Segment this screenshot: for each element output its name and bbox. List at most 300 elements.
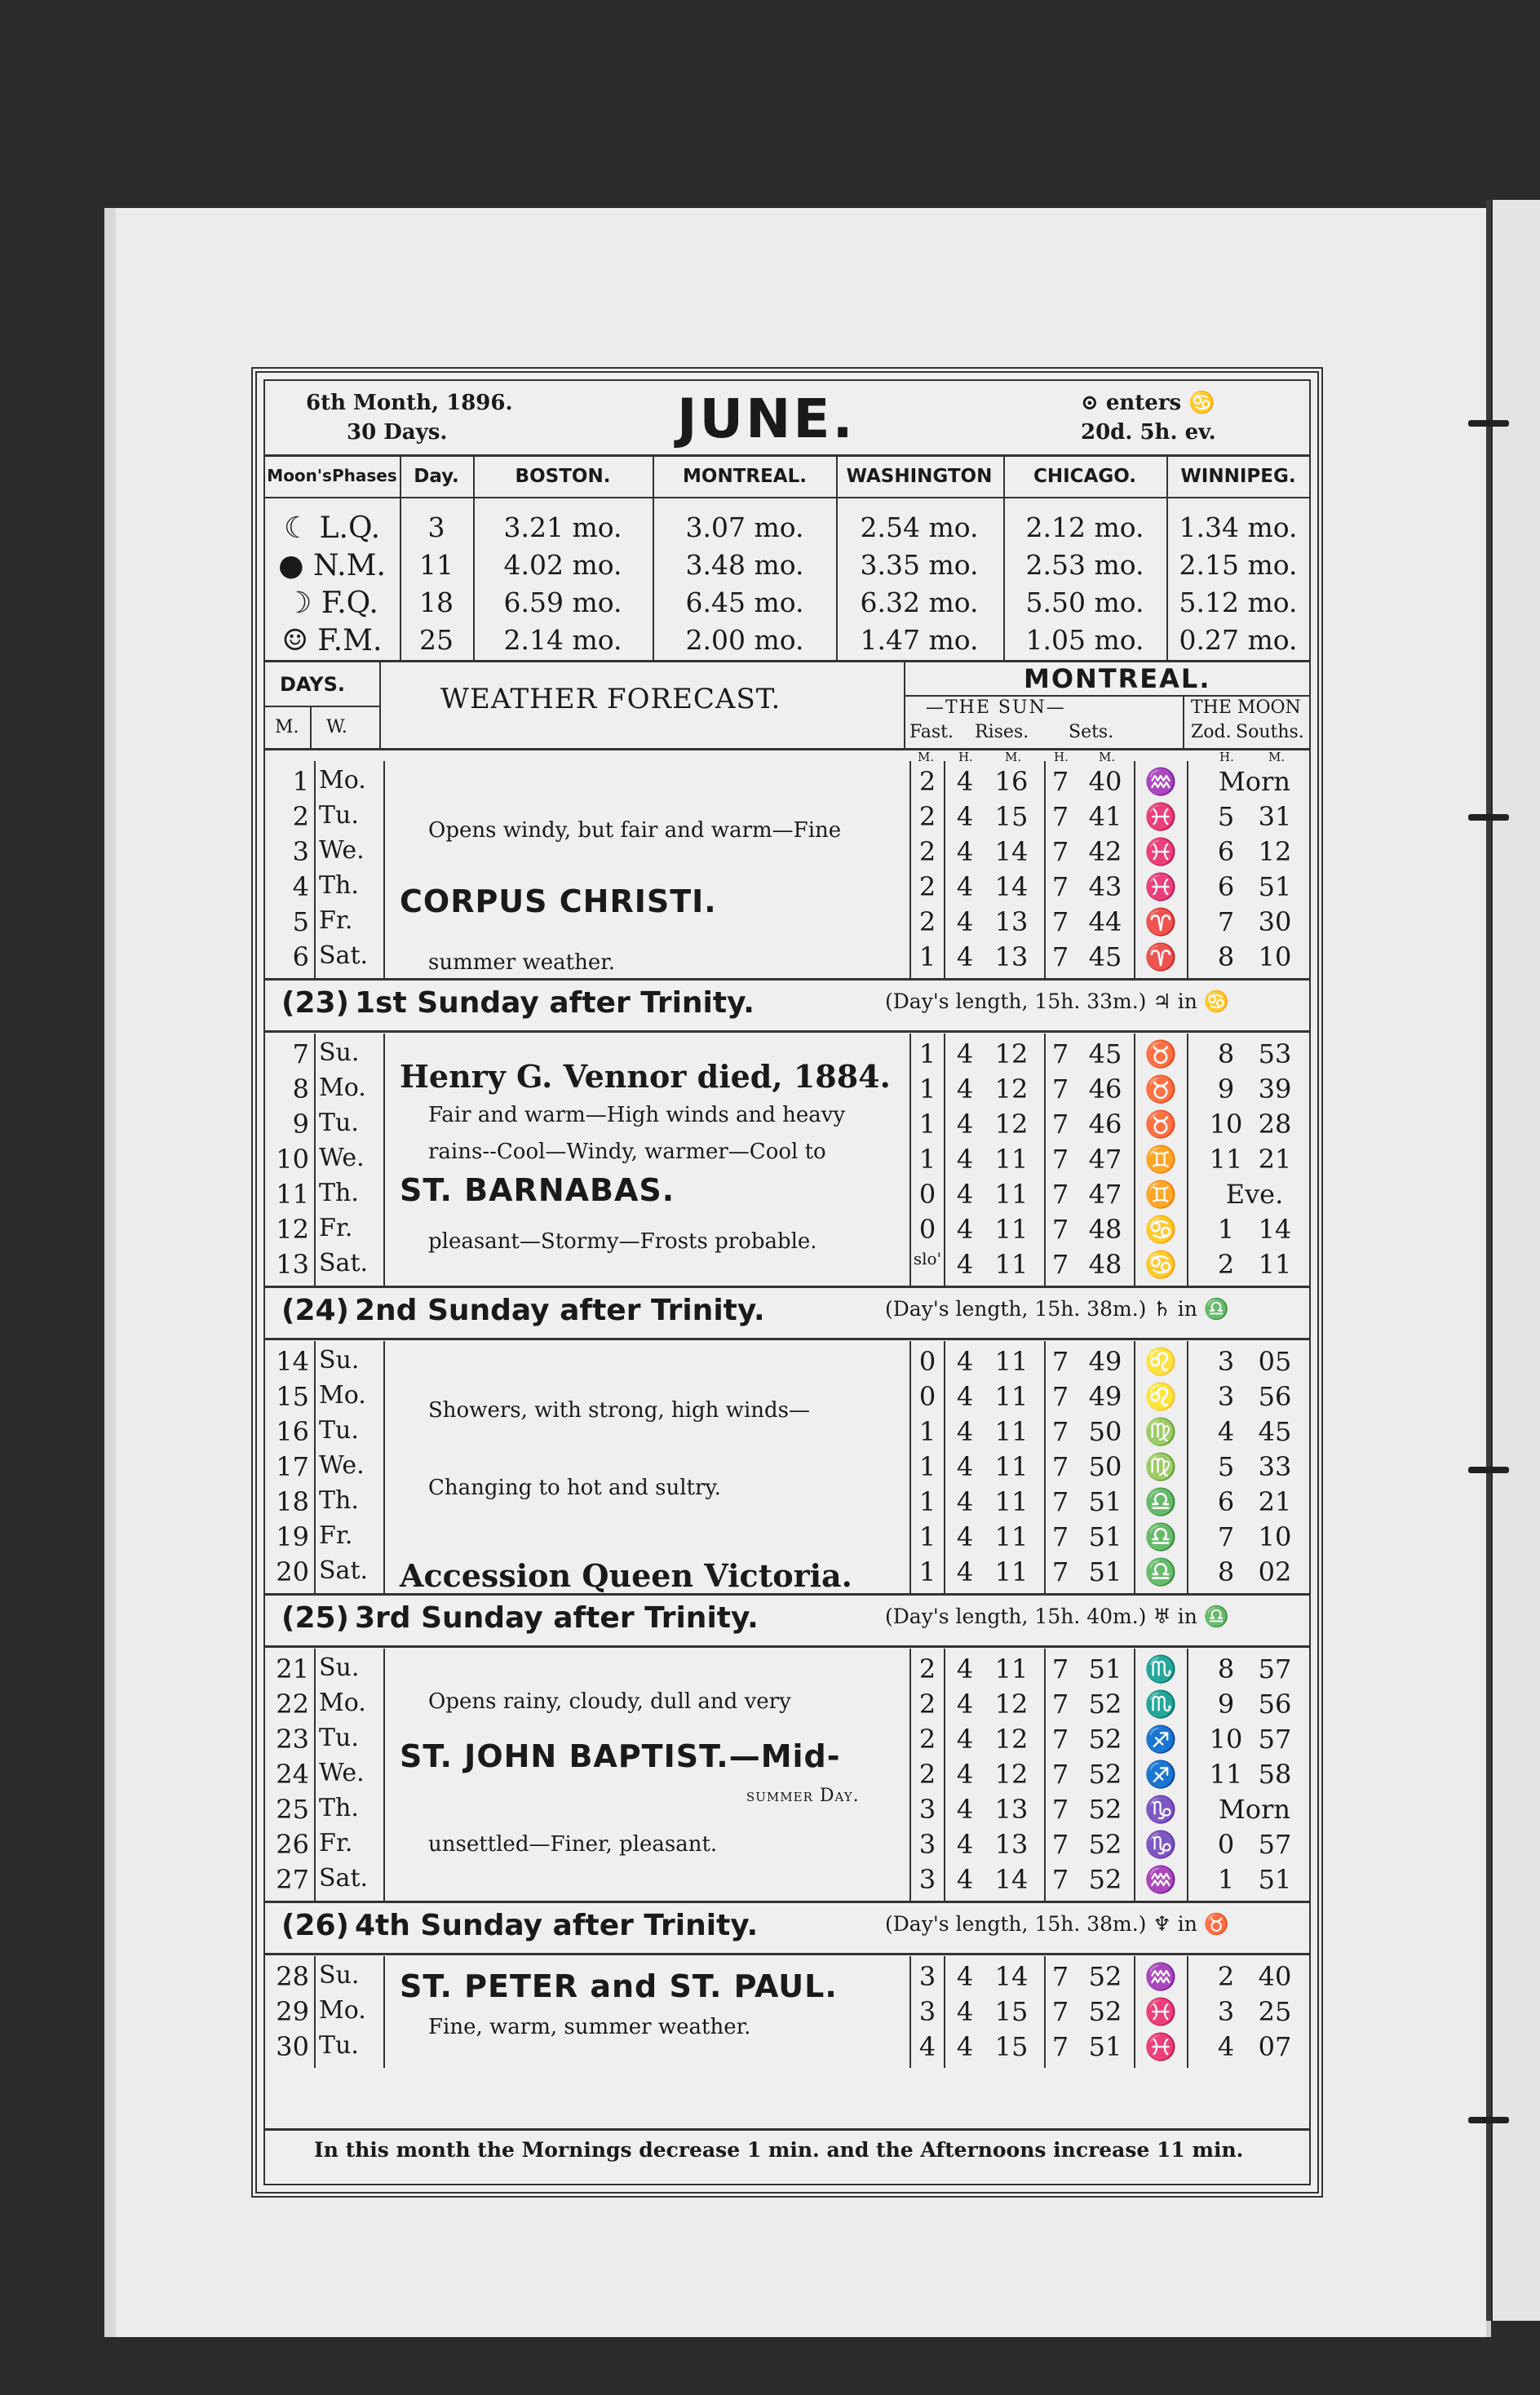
forecast-text: CORPUS CHRISTI. bbox=[400, 883, 717, 919]
sun-enters: ⊙ enters ♋ bbox=[1081, 391, 1215, 415]
sunset-hour: 7 bbox=[1051, 1794, 1069, 1825]
sunset-hour: 7 bbox=[1051, 1486, 1069, 1517]
sun-fast: 2 bbox=[918, 1724, 936, 1755]
divider bbox=[265, 1286, 1309, 1288]
sunrise-minute: 12 bbox=[994, 1074, 1029, 1105]
day-of-week: Mo. bbox=[319, 766, 366, 795]
phase-time: 3.07 mo. bbox=[685, 511, 804, 543]
forecast-text: Showers, with strong, high winds— bbox=[428, 1398, 810, 1423]
moon-phase-label: ☺ F.M. bbox=[281, 624, 383, 657]
moon-souths-hour: 9 bbox=[1217, 1689, 1235, 1720]
phase-time: 1.34 mo. bbox=[1179, 511, 1298, 543]
moon-zodiac-icon: ♌ bbox=[1144, 1346, 1177, 1377]
sunset-hour: 7 bbox=[1051, 871, 1069, 902]
montreal-header: MONTREAL. bbox=[1024, 663, 1211, 694]
phase-time: 3.35 mo. bbox=[860, 549, 979, 581]
moon-souths-hour: 2 bbox=[1217, 1961, 1235, 1992]
column-divider bbox=[314, 1341, 316, 1593]
moon-souths-minute: 07 bbox=[1258, 2031, 1292, 2062]
divider bbox=[265, 1953, 1309, 1955]
sunset-minute: 50 bbox=[1088, 1416, 1122, 1447]
column-divider bbox=[314, 1956, 316, 2068]
sunrise-minute: 14 bbox=[994, 871, 1029, 902]
sunday-number: (25) bbox=[281, 1601, 350, 1635]
sunrise-hour: 4 bbox=[956, 1346, 974, 1377]
forecast-text: ST. PETER and ST. PAUL. bbox=[400, 1968, 838, 2004]
sunset-minute: 52 bbox=[1088, 1759, 1122, 1790]
day-of-month: 23 bbox=[276, 1724, 309, 1755]
moon-souths-hour: 3 bbox=[1217, 1996, 1235, 2027]
unit-label: H. bbox=[958, 750, 973, 764]
moon-souths-minute: 30 bbox=[1258, 906, 1292, 937]
moon-zodiac-icon: ♓ bbox=[1144, 2031, 1177, 2062]
moon-souths-hour: 8 bbox=[1217, 1556, 1235, 1587]
moon-phase-label: ● N.M. bbox=[278, 549, 386, 582]
column-divider bbox=[909, 761, 911, 978]
unit-label: H. bbox=[1054, 750, 1069, 764]
column-divider bbox=[944, 1649, 945, 1901]
column-divider bbox=[944, 1341, 945, 1593]
sunrise-hour: 4 bbox=[956, 1961, 974, 1992]
moon-zodiac-icon: ♏ bbox=[1144, 1653, 1177, 1684]
phase-time: 2.53 mo. bbox=[1025, 549, 1144, 581]
moon-souths-hour: 6 bbox=[1217, 871, 1235, 902]
sunrise-hour: 4 bbox=[956, 871, 974, 902]
sunrise-hour: 4 bbox=[956, 1074, 974, 1105]
sunset-minute: 46 bbox=[1088, 1109, 1122, 1140]
day-of-week: Mo. bbox=[319, 1074, 366, 1102]
day-of-month: 9 bbox=[292, 1109, 309, 1140]
day-of-month: 10 bbox=[276, 1144, 309, 1175]
moon-zodiac-icon: ♍ bbox=[1144, 1416, 1177, 1447]
moon-souths-minute: 21 bbox=[1258, 1144, 1292, 1175]
month-number: 6th Month, 1896. bbox=[306, 391, 513, 415]
day-of-month: 18 bbox=[276, 1486, 309, 1517]
moon-souths-hour: 6 bbox=[1217, 1486, 1235, 1517]
moon-souths-minute: 14 bbox=[1258, 1214, 1292, 1245]
column-divider bbox=[314, 1649, 316, 1901]
column-divider bbox=[1044, 1034, 1046, 1286]
phase-time: 6.59 mo. bbox=[503, 587, 622, 618]
moon-zodiac-icon: ♉ bbox=[1144, 1109, 1177, 1140]
sun-fast: 0 bbox=[918, 1179, 936, 1210]
sunrise-minute: 11 bbox=[994, 1346, 1029, 1377]
column-divider bbox=[1187, 761, 1188, 978]
moon-souths-minute: 21 bbox=[1258, 1486, 1292, 1517]
day-of-month: 22 bbox=[276, 1689, 309, 1720]
phase-day: 3 bbox=[427, 511, 445, 543]
column-divider bbox=[1134, 761, 1135, 978]
moon-souths-hour: 8 bbox=[1217, 941, 1235, 972]
column-divider bbox=[1003, 456, 1005, 660]
moon-zodiac-icon: ♐ bbox=[1144, 1724, 1177, 1755]
sunset-minute: 52 bbox=[1088, 1961, 1122, 1992]
phase-time: 3.48 mo. bbox=[685, 549, 804, 581]
phase-time: 5.12 mo. bbox=[1179, 587, 1298, 618]
sunrise-minute: 13 bbox=[994, 941, 1029, 972]
sunset-hour: 7 bbox=[1051, 1653, 1069, 1684]
day-of-month: 12 bbox=[276, 1214, 309, 1245]
sunrise-minute: 11 bbox=[994, 1451, 1029, 1482]
sunrise-hour: 4 bbox=[956, 1794, 974, 1825]
phase-column-header: CHICAGO. bbox=[1033, 466, 1137, 487]
moon-souths-minute: 02 bbox=[1258, 1556, 1292, 1587]
m-header: M. bbox=[275, 717, 299, 737]
column-divider bbox=[909, 1034, 911, 1286]
phase-column-header: Day. bbox=[414, 466, 459, 487]
sunrise-hour: 4 bbox=[956, 801, 974, 832]
day-of-week: Sat. bbox=[319, 941, 369, 970]
sun-fast: 2 bbox=[918, 871, 936, 902]
column-divider bbox=[310, 706, 312, 748]
moon-souths-minute: 56 bbox=[1258, 1381, 1292, 1412]
sunset-minute: 51 bbox=[1088, 1486, 1122, 1517]
sunset-hour: 7 bbox=[1051, 1214, 1069, 1245]
phase-day: 11 bbox=[419, 549, 454, 581]
moon-souths-minute: 40 bbox=[1258, 1961, 1292, 1992]
sunrise-hour: 4 bbox=[956, 1249, 974, 1280]
day-of-week: We. bbox=[319, 1451, 365, 1480]
sunrise-hour: 4 bbox=[956, 1109, 974, 1140]
sunset-hour: 7 bbox=[1051, 906, 1069, 937]
sunrise-hour: 4 bbox=[956, 1144, 974, 1175]
forecast-text: Opens rainy, cloudy, dull and very bbox=[428, 1689, 791, 1714]
phase-time: 2.12 mo. bbox=[1025, 511, 1144, 543]
phase-time: 6.45 mo. bbox=[685, 587, 804, 618]
sunset-minute: 49 bbox=[1088, 1381, 1122, 1412]
moon-souths-minute: 12 bbox=[1258, 836, 1292, 867]
sunday-number: (26) bbox=[281, 1909, 350, 1942]
moon-souths-minute: 51 bbox=[1258, 1864, 1292, 1895]
column-divider bbox=[1134, 1341, 1135, 1593]
divider bbox=[265, 748, 1309, 750]
day-of-month: 14 bbox=[276, 1346, 309, 1377]
day-of-week: Su. bbox=[319, 1038, 360, 1067]
day-of-month: 26 bbox=[276, 1829, 309, 1860]
sun-fast: 3 bbox=[918, 1794, 936, 1825]
phase-time: 0.27 mo. bbox=[1179, 624, 1298, 656]
forecast-text: ST. JOHN BAPTIST.—Mid- bbox=[400, 1738, 841, 1774]
sunday-title: 4th Sunday after Trinity. bbox=[355, 1909, 759, 1942]
sunset-minute: 43 bbox=[1088, 871, 1122, 902]
sun-fast: 2 bbox=[918, 801, 936, 832]
moon-souths-hour: 7 bbox=[1217, 906, 1235, 937]
day-of-week: Fr. bbox=[319, 906, 353, 935]
day-of-month: 4 bbox=[292, 871, 309, 902]
sun-fast: 3 bbox=[918, 1996, 936, 2027]
moon-zodiac-icon: ♊ bbox=[1144, 1179, 1177, 1210]
moon-souths-minute: 11 bbox=[1258, 1249, 1292, 1280]
sunset-hour: 7 bbox=[1051, 1346, 1069, 1377]
phase-time: 1.47 mo. bbox=[860, 624, 979, 656]
page-binding bbox=[1486, 200, 1491, 2321]
sunset-minute: 47 bbox=[1088, 1179, 1122, 1210]
day-of-week: Tu. bbox=[319, 1109, 359, 1137]
column-divider bbox=[314, 761, 316, 978]
unit-label: M. bbox=[918, 750, 935, 764]
day-of-month: 27 bbox=[276, 1864, 309, 1895]
day-of-week: We. bbox=[319, 1144, 365, 1172]
sunset-minute: 46 bbox=[1088, 1074, 1122, 1105]
sunrise-minute: 13 bbox=[994, 1829, 1029, 1860]
moon-zodiac-icon: ♑ bbox=[1144, 1794, 1177, 1825]
sunrise-minute: 14 bbox=[994, 1864, 1029, 1895]
day-of-week: Mo. bbox=[319, 1996, 366, 2025]
moon-zodiac-icon: ♓ bbox=[1144, 801, 1177, 832]
moon-souths-minute: 56 bbox=[1258, 1689, 1292, 1720]
day-of-month: 2 bbox=[292, 801, 309, 832]
sunrise-hour: 4 bbox=[956, 1724, 974, 1755]
column-divider bbox=[1187, 1956, 1188, 2068]
zod-header: Zod. bbox=[1191, 722, 1232, 742]
calendar-table bbox=[251, 367, 1323, 2198]
sun-fast: 0 bbox=[918, 1381, 936, 1412]
divider bbox=[265, 1901, 1309, 1903]
day-of-month: 15 bbox=[276, 1381, 309, 1412]
sunset-minute: 52 bbox=[1088, 1724, 1122, 1755]
phase-time: 2.15 mo. bbox=[1179, 549, 1298, 581]
column-divider bbox=[944, 1034, 945, 1286]
column-divider bbox=[400, 456, 401, 660]
sun-fast: 1 bbox=[918, 1486, 936, 1517]
sunrise-minute: 15 bbox=[994, 1996, 1029, 2027]
unit-label: H. bbox=[1219, 750, 1234, 764]
sunset-minute: 48 bbox=[1088, 1249, 1122, 1280]
day-of-week: Su. bbox=[319, 1346, 360, 1375]
moon-souths-hour: 9 bbox=[1217, 1074, 1235, 1105]
moon-souths: Morn bbox=[1219, 766, 1290, 797]
sunset-minute: 52 bbox=[1088, 1864, 1122, 1895]
sun-enters-time: 20d. 5h. ev. bbox=[1081, 420, 1216, 445]
month-footnote: In this month the Mornings decrease 1 min. and the Afternoons increase 11 min. bbox=[314, 2138, 1244, 2162]
sunset-hour: 7 bbox=[1051, 1451, 1069, 1482]
phase-column-header: MONTREAL. bbox=[683, 466, 807, 487]
sunrise-hour: 4 bbox=[956, 906, 974, 937]
sunrise-hour: 4 bbox=[956, 1556, 974, 1587]
moon-souths-hour: 3 bbox=[1217, 1381, 1235, 1412]
column-divider bbox=[1044, 761, 1046, 978]
moon-souths-minute: 05 bbox=[1258, 1346, 1292, 1377]
page-title: JUNE. bbox=[677, 387, 856, 450]
day-of-week: Mo. bbox=[319, 1381, 366, 1410]
sunrise-minute: 13 bbox=[994, 906, 1029, 937]
next-page-edge bbox=[1493, 200, 1540, 2321]
fast-header: Fast. bbox=[909, 722, 954, 742]
day-of-week: Su. bbox=[319, 1653, 360, 1682]
day-of-week: Tu. bbox=[319, 1724, 359, 1752]
day-of-week: Th. bbox=[319, 871, 359, 900]
day-of-month: 8 bbox=[292, 1074, 309, 1105]
sunrise-hour: 4 bbox=[956, 836, 974, 867]
binding-stitch bbox=[1468, 2117, 1509, 2123]
sunset-minute: 41 bbox=[1088, 801, 1122, 832]
day-of-week: Sat. bbox=[319, 1864, 369, 1893]
day-of-week: Th. bbox=[319, 1794, 359, 1822]
sunrise-hour: 4 bbox=[956, 1829, 974, 1860]
moon-souths-hour: 7 bbox=[1217, 1521, 1235, 1552]
moon-souths-hour: 4 bbox=[1217, 2031, 1235, 2062]
moon-zodiac-icon: ♈ bbox=[1144, 906, 1177, 937]
sunrise-minute: 11 bbox=[994, 1144, 1029, 1175]
forecast-text: summer Day. bbox=[746, 1786, 860, 1806]
sunrise-hour: 4 bbox=[956, 1653, 974, 1684]
column-divider bbox=[1187, 1034, 1188, 1286]
sunset-minute: 45 bbox=[1088, 1038, 1122, 1069]
divider bbox=[265, 1593, 1309, 1596]
forecast-text: Henry G. Vennor died, 1884. bbox=[400, 1058, 891, 1095]
sun-fast: 1 bbox=[918, 1521, 936, 1552]
day-of-week: Tu. bbox=[319, 1416, 359, 1445]
day-of-month: 13 bbox=[276, 1249, 309, 1280]
sunset-hour: 7 bbox=[1051, 1416, 1069, 1447]
sunset-minute: 47 bbox=[1088, 1144, 1122, 1175]
binding-stitch bbox=[1468, 1467, 1509, 1473]
moon-zodiac-icon: ♓ bbox=[1144, 1996, 1177, 2027]
column-divider bbox=[314, 1034, 316, 1286]
sunday-title: 2nd Sunday after Trinity. bbox=[355, 1294, 765, 1327]
moon-zodiac-icon: ♋ bbox=[1144, 1214, 1177, 1245]
unit-label: M. bbox=[1005, 750, 1022, 764]
day-of-month: 16 bbox=[276, 1416, 309, 1447]
day-of-month: 6 bbox=[292, 941, 309, 972]
sunset-minute: 50 bbox=[1088, 1451, 1122, 1482]
rises-header: Rises. bbox=[975, 722, 1029, 742]
sunrise-hour: 4 bbox=[956, 1689, 974, 1720]
day-of-month: 17 bbox=[276, 1451, 309, 1482]
day-of-month: 25 bbox=[276, 1794, 309, 1825]
sunrise-minute: 11 bbox=[994, 1416, 1029, 1447]
moon-souths-minute: 10 bbox=[1258, 1521, 1292, 1552]
sunrise-minute: 11 bbox=[994, 1214, 1029, 1245]
sun-header: —THE SUN— bbox=[926, 697, 1066, 718]
sunrise-minute: 11 bbox=[994, 1521, 1029, 1552]
day-of-week: Mo. bbox=[319, 1689, 366, 1717]
sunday-title: 3rd Sunday after Trinity. bbox=[355, 1601, 759, 1635]
forecast-text: Opens windy, but fair and warm—Fine bbox=[428, 818, 842, 843]
sunrise-minute: 12 bbox=[994, 1724, 1029, 1755]
day-length: (Day's length, 15h. 38m.) ♆ in ♉ bbox=[885, 1912, 1229, 1936]
sunset-minute: 45 bbox=[1088, 941, 1122, 972]
sunset-minute: 48 bbox=[1088, 1214, 1122, 1245]
sun-fast: 3 bbox=[918, 1961, 936, 1992]
sets-header: Sets. bbox=[1069, 722, 1114, 742]
day-of-week: Tu. bbox=[319, 801, 359, 830]
sunset-minute: 44 bbox=[1088, 906, 1122, 937]
moon-souths-hour: 8 bbox=[1217, 1038, 1235, 1069]
sun-fast: 2 bbox=[918, 766, 936, 797]
moon-zodiac-icon: ♑ bbox=[1144, 1829, 1177, 1860]
sunrise-hour: 4 bbox=[956, 1486, 974, 1517]
day-of-week: Th. bbox=[319, 1486, 359, 1515]
binding-stitch bbox=[1468, 814, 1509, 821]
forecast-text: summer weather. bbox=[428, 950, 616, 975]
days-header: DAYS. bbox=[280, 673, 345, 696]
moon-souths-minute: 53 bbox=[1258, 1038, 1292, 1069]
sunrise-minute: 12 bbox=[994, 1038, 1029, 1069]
divider bbox=[265, 1645, 1309, 1648]
moon-phase-label: ☾ L.Q. bbox=[283, 511, 381, 545]
column-divider bbox=[1044, 1341, 1046, 1593]
phase-time: 3.21 mo. bbox=[503, 511, 622, 543]
moon-zodiac-icon: ♉ bbox=[1144, 1038, 1177, 1069]
sunrise-minute: 11 bbox=[994, 1556, 1029, 1587]
sunset-minute: 49 bbox=[1088, 1346, 1122, 1377]
sunrise-minute: 14 bbox=[994, 1961, 1029, 1992]
sunset-hour: 7 bbox=[1051, 1689, 1069, 1720]
phase-column-header: BOSTON. bbox=[515, 466, 611, 487]
day-of-month: 11 bbox=[276, 1179, 309, 1210]
moon-souths-minute: 51 bbox=[1258, 871, 1292, 902]
sunday-number: (23) bbox=[281, 986, 350, 1020]
sun-fast: 1 bbox=[918, 1038, 936, 1069]
day-of-week: Sat. bbox=[319, 1249, 369, 1277]
day-of-week: Fr. bbox=[319, 1829, 353, 1857]
sunrise-hour: 4 bbox=[956, 941, 974, 972]
sun-fast: 2 bbox=[918, 1759, 936, 1790]
sunrise-minute: 11 bbox=[994, 1179, 1029, 1210]
moon-souths-minute: 31 bbox=[1258, 801, 1292, 832]
column-divider bbox=[473, 456, 475, 660]
sunset-hour: 7 bbox=[1051, 1996, 1069, 2027]
moon-souths-minute: 57 bbox=[1258, 1724, 1292, 1755]
sunset-minute: 51 bbox=[1088, 1556, 1122, 1587]
column-divider bbox=[383, 761, 385, 978]
sunrise-hour: 4 bbox=[956, 1381, 974, 1412]
moon-zodiac-icon: ♈ bbox=[1144, 941, 1177, 972]
sunrise-hour: 4 bbox=[956, 1038, 974, 1069]
sun-fast: 1 bbox=[918, 1451, 936, 1482]
day-of-month: 30 bbox=[276, 2031, 309, 2062]
divider bbox=[265, 978, 1309, 981]
moon-zodiac-icon: ♒ bbox=[1144, 766, 1177, 797]
column-divider bbox=[909, 1341, 911, 1593]
unit-label: M. bbox=[1268, 750, 1286, 764]
day-length: (Day's length, 15h. 38m.) ♄ in ♎ bbox=[885, 1297, 1229, 1321]
divider bbox=[265, 1030, 1309, 1033]
sunday-number: (24) bbox=[281, 1294, 350, 1327]
phase-time: 2.54 mo. bbox=[860, 511, 979, 543]
forecast-text: Accession Queen Victoria. bbox=[400, 1557, 852, 1594]
sunset-hour: 7 bbox=[1051, 1724, 1069, 1755]
moon-souths-hour: 1 bbox=[1217, 1864, 1235, 1895]
column-divider bbox=[944, 761, 945, 978]
days-count: 30 Days. bbox=[347, 420, 448, 445]
day-length: (Day's length, 15h. 40m.) ♅ in ♎ bbox=[885, 1605, 1229, 1628]
day-of-month: 5 bbox=[292, 906, 309, 937]
sunset-hour: 7 bbox=[1051, 2031, 1069, 2062]
phase-day: 18 bbox=[419, 587, 454, 618]
sun-fast: slo' bbox=[913, 1249, 942, 1268]
sun-fast: 1 bbox=[918, 1144, 936, 1175]
column-divider bbox=[379, 662, 381, 748]
phase-time: 2.14 mo. bbox=[503, 624, 622, 656]
day-of-week: Su. bbox=[319, 1961, 360, 1990]
divider bbox=[265, 497, 1309, 498]
sun-fast: 1 bbox=[918, 1416, 936, 1447]
sun-fast: 3 bbox=[918, 1829, 936, 1860]
sunset-hour: 7 bbox=[1051, 1179, 1069, 1210]
divider bbox=[265, 706, 379, 707]
sunday-title: 1st Sunday after Trinity. bbox=[355, 986, 755, 1020]
sunrise-hour: 4 bbox=[956, 1864, 974, 1895]
moon-phase-label: ☽ F.Q. bbox=[285, 587, 378, 620]
sun-fast: 2 bbox=[918, 1689, 936, 1720]
moon-souths-minute: 10 bbox=[1258, 941, 1292, 972]
column-divider bbox=[836, 456, 838, 660]
forecast-text: ST. BARNABAS. bbox=[400, 1172, 675, 1208]
sunset-minute: 52 bbox=[1088, 1996, 1122, 2027]
day-length: (Day's length, 15h. 33m.) ♃ in ♋ bbox=[885, 989, 1229, 1013]
